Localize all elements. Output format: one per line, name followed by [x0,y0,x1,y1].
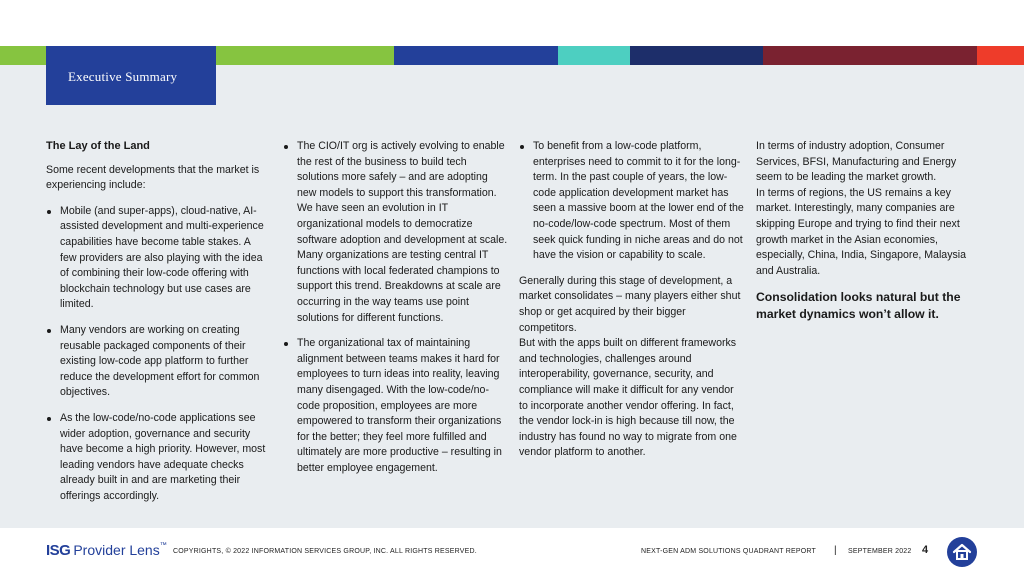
color-stripe-green-2 [216,46,394,65]
column-1 [46,139,268,514]
body-paragraph: But with the apps built on different frameworks and technologies, challenges around interoperability, governance, security, and compliance will make it difficult for any vendor to incorporate another vendor offering. In fact, the vendor lock-in is high because till now, the industry has found no way to migrate from one vendor platform to another. [519,337,737,459]
color-stripe-teal [558,46,630,65]
section-title: Executive Summary [68,69,178,84]
color-stripe-maroon [763,46,977,65]
section-heading: The Lay of the Land [46,140,150,152]
color-stripe-red [977,46,1024,65]
logo-provider-lens-text: Provider Lens [73,542,160,558]
top-white-band [0,0,1024,46]
report-title: NEXT-GEN ADM SOLUTIONS QUADRANT REPORT [641,548,816,555]
color-stripe-blue [394,46,558,65]
home-button[interactable] [947,537,977,567]
column-3 [519,139,745,461]
body-paragraph: In terms of industry adoption, Consumer Services, BFSI, Manufacturing and Energy seem to be leading the market growth. [756,140,957,184]
bullet-item: Mobile (and super-apps), cloud-native, AI-assisted development and multi-experience capabilities have become table stakes. A few providers are also playing with the idea of combining their low-code offering with blockchain technology but use cases are limited. [46,204,268,313]
body-paragraph: In terms of regions, the US remains a key market. Interestingly, many companies are skipping Europe and trying to find their next growth market in the Asian economies, especially, China, India, Singapore, Malaysia and Australia. [756,186,967,277]
report-date: SEPTEMBER 2022 [848,548,912,555]
home-icon [947,537,977,567]
callout-text: Consolidation looks natural but the market dynamics won’t allow it. [756,290,961,321]
bullet-item: As the low-code/no-code applications see wider adoption, governance and security have become a high priority. However, most leading vendors have adequate checks already built in and are marketing their offerings accordingly. [46,411,268,505]
bullet-list [46,204,268,505]
bullet-item: The organizational tax of maintaining alignment between teams makes it hard for employees to turn ideas into reality, leaving many disengaged. With the low-code/no-code proposition, employees are more empowered to transform their organizations for the better; they feel more fulfilled and ultimately are more productive – resulting in better employee engagement. [283,336,508,476]
bullet-list [283,139,508,476]
logo-isg-text: ISG [46,541,71,559]
bullet-list [519,139,745,264]
color-stripe-green [0,46,46,65]
copyright-text: COPYRIGHTS, © 2022 INFORMATION SERVICES GROUP, INC. ALL RIGHTS RESERVED. [173,548,477,555]
footer-separator: | [834,545,837,556]
intro-paragraph: Some recent developments that the market is experiencing include: [46,163,260,192]
isg-provider-lens-logo [46,540,167,560]
column-4 [756,139,978,322]
bullet-item: Many vendors are working on creating reusable packaged components of their existing low-code app platform to further reduce the development effort for common objectives. [46,323,268,401]
logo-trademark: ™ [159,542,167,549]
section-tab [46,46,216,105]
bullet-item: The CIO/IT org is actively evolving to enable the rest of the business to build tech solutions more safely – and are adopting new models to support this transformation. We have seen an evolution in IT organizational models to democratize software adoption and development at scale. Many organizations are testing central IT functions with local federated champions to support this trend. Breakdowns at scale are occurring in the way teams use point solutions for different functions. [283,139,508,326]
color-stripe-navy [630,46,763,65]
page-number: 4 [922,544,929,556]
body-paragraph: Generally during this stage of development, a market consolidates – many players either shut shop or get acquired by their bigger competitors. [519,274,741,334]
column-2 [283,139,508,486]
bullet-item: To benefit from a low-code platform, enterprises need to commit to it for the long-term. In the past couple of years, the low-code application development market has seen a massive boom at the lower end of the no-code/low-code spectrum. Most of them seek quick funding in niche areas and do not have the vision or capability to scale. [519,139,745,264]
